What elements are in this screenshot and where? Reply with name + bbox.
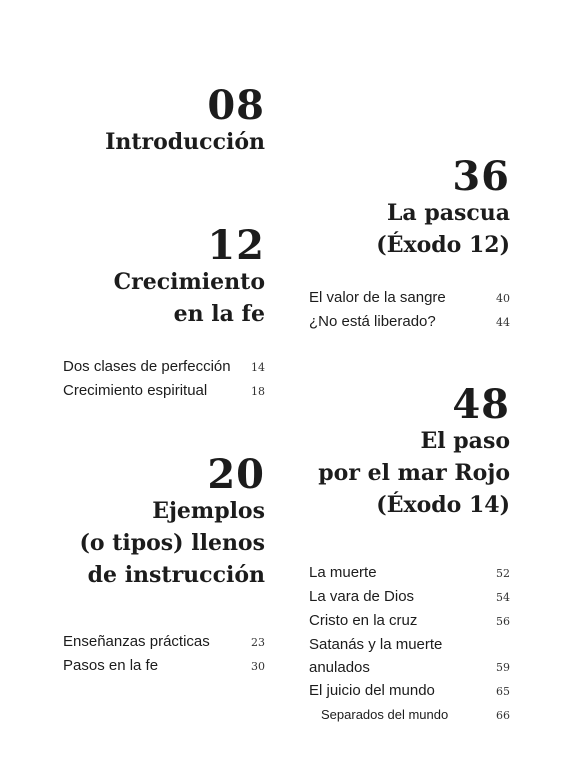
chapter-title <box>309 425 510 521</box>
toc-entry[interactable] <box>63 654 265 678</box>
chapter-title-line: La pascua <box>386 200 510 226</box>
toc-entry[interactable] <box>63 630 265 654</box>
chapter-12-entries <box>63 355 265 403</box>
chapter-48[interactable] <box>309 381 510 521</box>
entry-label: El valor de la sangre <box>309 289 446 306</box>
entry-label: Enseñanzas prácticas <box>63 633 210 650</box>
entry-page: 59 <box>496 661 510 674</box>
toc-entry[interactable] <box>309 633 510 679</box>
chapter-36[interactable] <box>309 153 510 261</box>
chapter-36-entries <box>309 286 510 334</box>
entry-label: Cristo en la cruz <box>309 612 418 629</box>
chapter-number: 20 <box>207 451 265 498</box>
chapter-title-line: Crecimiento <box>113 269 265 295</box>
entry-label: Separados del mundo <box>321 707 449 722</box>
toc-entry[interactable] <box>63 379 265 403</box>
entry-label: Crecimiento espiritual <box>63 382 208 399</box>
toc-entry[interactable] <box>309 286 510 310</box>
entry-label: Pasos en la fe <box>63 657 159 674</box>
chapter-title <box>63 126 265 158</box>
chapter-number: 08 <box>207 82 265 129</box>
toc-entry[interactable] <box>309 679 510 703</box>
entry-page: 44 <box>496 316 510 329</box>
chapter-title-line: (Éxodo 14) <box>376 492 510 518</box>
chapter-12[interactable] <box>63 222 265 330</box>
entry-page: 14 <box>251 361 265 374</box>
chapter-title-line: en la fe <box>173 301 265 327</box>
toc-left-column <box>63 0 265 775</box>
toc-entry[interactable] <box>309 585 510 609</box>
entry-page: 65 <box>496 685 510 698</box>
chapter-number: 12 <box>207 222 265 269</box>
toc-right-column <box>309 0 510 775</box>
entry-label: La vara de Dios <box>309 588 415 605</box>
entry-page: 56 <box>496 615 510 628</box>
entry-label: Dos clases de perfección <box>63 358 231 375</box>
chapter-48-entries <box>309 561 510 727</box>
chapter-title <box>63 495 265 591</box>
entry-label: ¿No está liberado? <box>309 313 436 330</box>
entry-label: Satanás y la muerte anulados <box>309 636 443 676</box>
toc-entry[interactable] <box>309 310 510 334</box>
entry-page: 30 <box>251 660 265 673</box>
entry-label: El juicio del mundo <box>309 682 435 699</box>
toc-entry[interactable] <box>309 561 510 585</box>
chapter-title-line: Introducción <box>105 129 265 155</box>
toc-entry[interactable] <box>63 355 265 379</box>
chapter-number: 36 <box>452 153 510 200</box>
entry-page: 54 <box>496 591 510 604</box>
entry-label: La muerte <box>309 564 377 581</box>
chapter-title-line: El paso <box>420 428 510 454</box>
chapter-20-entries <box>63 630 265 678</box>
entry-page: 18 <box>251 385 265 398</box>
chapter-title-line: (o tipos) llenos <box>79 530 265 556</box>
chapter-20[interactable] <box>63 451 265 591</box>
entry-page: 40 <box>496 292 510 305</box>
chapter-title <box>309 197 510 261</box>
toc-subentry[interactable] <box>309 703 510 727</box>
chapter-title-line: de instrucción <box>87 562 265 588</box>
chapter-title <box>63 266 265 330</box>
toc-entry[interactable] <box>309 609 510 633</box>
chapter-08[interactable] <box>63 82 265 158</box>
entry-page: 52 <box>496 567 510 580</box>
chapter-title-line: Ejemplos <box>152 498 265 524</box>
entry-page: 23 <box>251 636 265 649</box>
chapter-title-line: (Éxodo 12) <box>376 232 510 258</box>
chapter-number: 48 <box>452 381 510 428</box>
entry-page: 66 <box>496 709 510 722</box>
chapter-title-line: por el mar Rojo <box>318 460 510 486</box>
